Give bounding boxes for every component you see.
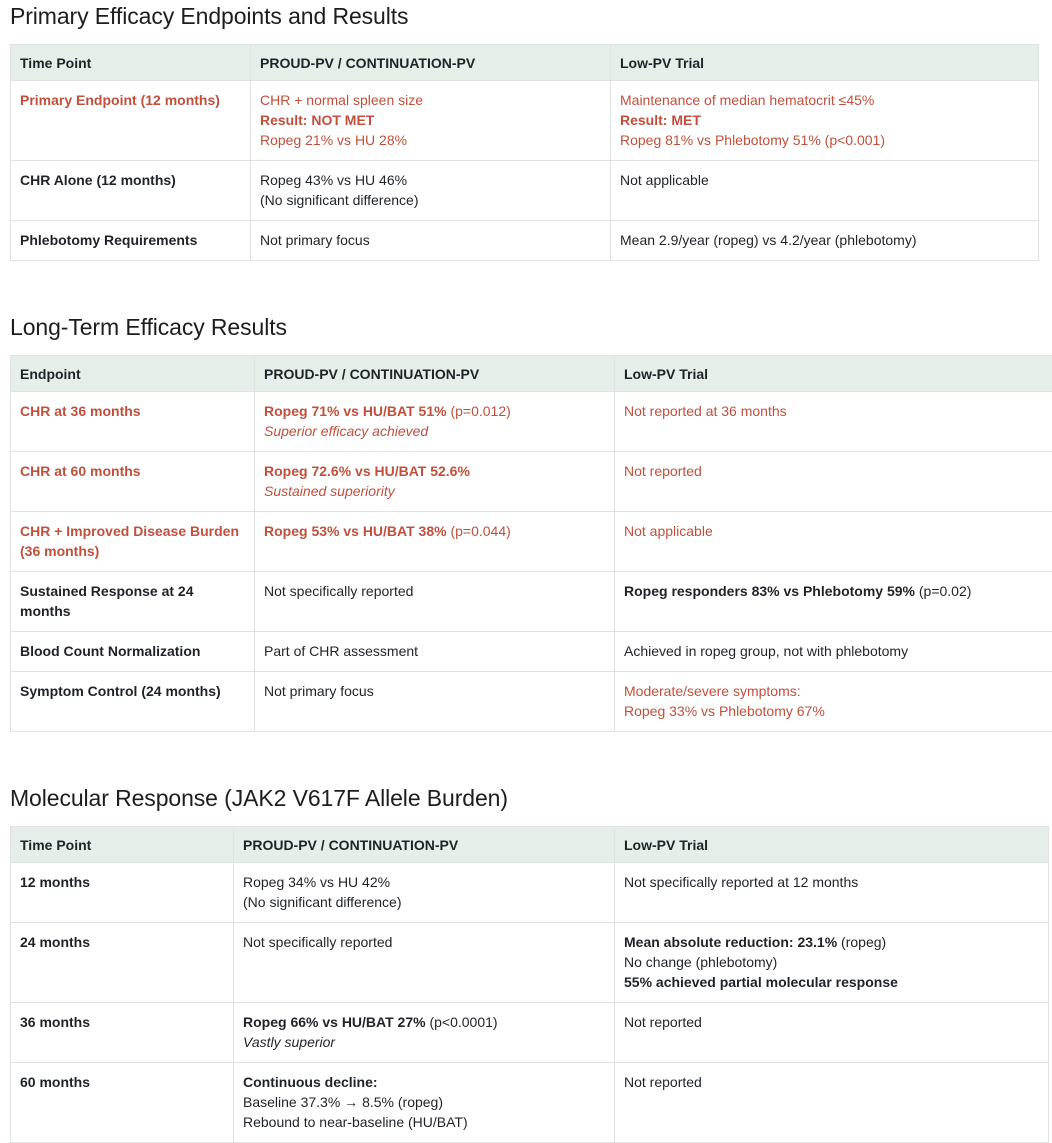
table-header-row <box>11 45 1039 81</box>
column-header-time-point: Time Point <box>11 827 234 863</box>
cell-text: Rebound to near-baseline (HU/BAT) <box>243 1112 605 1132</box>
table-cell: Mean 2.9/year (ropeg) vs 4.2/year (phlebotomy) <box>611 221 1039 261</box>
table-header-row <box>11 356 1052 392</box>
column-header-low-pv: Low-PV Trial <box>615 827 1049 863</box>
row-label: 24 months <box>11 923 234 1003</box>
row-label: Primary Endpoint (12 months) <box>11 81 251 161</box>
table-cell <box>234 863 615 923</box>
result-text: Result: NOT MET <box>260 110 601 130</box>
cell-text: Baseline 37.3% → 8.5% (ropeg) <box>243 1092 605 1112</box>
p-value: (p=0.044) <box>447 523 511 539</box>
cell-text <box>264 521 605 541</box>
result-values: Mean absolute reduction: 23.1% <box>624 934 837 950</box>
column-header-proud-pv: PROUD-PV / CONTINUATION-PV <box>234 827 615 863</box>
table-cell: Not applicable <box>615 512 1052 572</box>
row-label: 12 months <box>11 863 234 923</box>
result-text: Result: MET <box>620 110 1029 130</box>
table-row <box>11 923 1049 1003</box>
cell-note: Superior efficacy achieved <box>264 421 605 441</box>
section-title-long-term-efficacy: Long-Term Efficacy Results <box>10 313 1052 341</box>
molecular-response-table <box>10 826 1049 1143</box>
row-label: Blood Count Normalization <box>11 632 255 672</box>
table-cell: Not specifically reported <box>234 923 615 1003</box>
section-title-molecular-response: Molecular Response (JAK2 V617F Allele Burden) <box>10 784 1052 812</box>
table-cell <box>255 512 615 572</box>
row-label: Symptom Control (24 months) <box>11 672 255 732</box>
table-row <box>11 81 1039 161</box>
result-values: Ropeg 72.6% vs HU/BAT 52.6% <box>264 461 605 481</box>
column-header-time-point: Time Point <box>11 45 251 81</box>
cell-text <box>260 130 601 150</box>
table-cell: Not reported at 36 months <box>615 392 1052 452</box>
cell-text: No change (phlebotomy) <box>624 952 1039 972</box>
column-header-proud-pv: PROUD-PV / CONTINUATION-PV <box>251 45 611 81</box>
table-cell <box>615 572 1052 632</box>
table-cell <box>255 452 615 512</box>
table-cell <box>611 81 1039 161</box>
result-values: Ropeg 53% vs HU/BAT 38% <box>264 523 447 539</box>
table-row <box>11 1063 1049 1143</box>
table-cell <box>251 161 611 221</box>
p-value: (p=0.02) <box>915 583 971 599</box>
result-values: Ropeg 33% vs Phlebotomy 67% <box>624 701 1045 721</box>
document-page <box>0 2 1052 1143</box>
table-row <box>11 863 1049 923</box>
table-cell <box>255 392 615 452</box>
table-cell: Not specifically reported <box>255 572 615 632</box>
table-cell: Not primary focus <box>251 221 611 261</box>
column-header-endpoint: Endpoint <box>11 356 255 392</box>
row-label: 60 months <box>11 1063 234 1143</box>
cell-text <box>624 932 1039 952</box>
cell-text: Continuous decline: <box>243 1072 605 1092</box>
table-row <box>11 1003 1049 1063</box>
cell-text: (No significant difference) <box>260 190 601 210</box>
row-label: Sustained Response at 24 months <box>11 572 255 632</box>
table-cell: Not reported <box>615 1063 1049 1143</box>
cell-text <box>624 581 1045 601</box>
table-cell <box>615 672 1052 732</box>
cell-text: Maintenance of median hematocrit ≤45% <box>620 90 1029 110</box>
cell-text <box>264 401 605 421</box>
table-row <box>11 452 1052 512</box>
row-label: CHR at 60 months <box>11 452 255 512</box>
column-header-low-pv: Low-PV Trial <box>611 45 1039 81</box>
row-label: Phlebotomy Requirements <box>11 221 251 261</box>
row-label: CHR at 36 months <box>11 392 255 452</box>
table-cell <box>251 81 611 161</box>
p-value: (p=0.012) <box>447 403 511 419</box>
cell-note: Vastly superior <box>243 1032 605 1052</box>
table-row <box>11 392 1052 452</box>
cell-text <box>243 1012 605 1032</box>
row-label: CHR + Improved Disease Burden (36 months) <box>11 512 255 572</box>
table-cell: Not applicable <box>611 161 1039 221</box>
table-row <box>11 161 1039 221</box>
table-header-row <box>11 827 1049 863</box>
cell-text: CHR + normal spleen size <box>260 90 601 110</box>
primary-efficacy-table <box>10 44 1039 261</box>
p-value: (p<0.0001) <box>426 1014 498 1030</box>
table-cell: Not reported <box>615 1003 1049 1063</box>
cell-text: Ropeg 34% vs HU 42% <box>243 872 605 892</box>
result-values: Ropeg 81% vs Phlebotomy 51% (p<0.001) <box>620 130 1029 150</box>
result-values: Ropeg 71% vs HU/BAT 51% <box>264 403 447 419</box>
cell-text: Moderate/severe symptoms: <box>624 681 1045 701</box>
table-cell: Achieved in ropeg group, not with phlebotomy <box>615 632 1052 672</box>
row-label: 36 months <box>11 1003 234 1063</box>
long-term-efficacy-table <box>10 355 1052 732</box>
table-cell: Part of CHR assessment <box>255 632 615 672</box>
result-values: Ropeg 66% vs HU/BAT 27% <box>243 1014 426 1030</box>
cell-text: (No significant difference) <box>243 892 605 912</box>
section-title-primary-efficacy: Primary Efficacy Endpoints and Results <box>10 2 1052 30</box>
table-row <box>11 572 1052 632</box>
row-label: CHR Alone (12 months) <box>11 161 251 221</box>
table-row <box>11 632 1052 672</box>
cell-text: Ropeg 43% vs HU 46% <box>260 170 601 190</box>
table-row <box>11 512 1052 572</box>
table-cell: Not reported <box>615 452 1052 512</box>
column-header-proud-pv: PROUD-PV / CONTINUATION-PV <box>255 356 615 392</box>
table-row <box>11 221 1039 261</box>
result-values: Ropeg 21% vs HU 28% <box>260 132 407 148</box>
cell-note: Sustained superiority <box>264 481 605 501</box>
cell-text: (ropeg) <box>837 934 886 950</box>
table-cell <box>615 923 1049 1003</box>
column-header-low-pv: Low-PV Trial <box>615 356 1052 392</box>
table-cell <box>234 1063 615 1143</box>
table-cell: Not primary focus <box>255 672 615 732</box>
result-values: Ropeg responders 83% vs Phlebotomy 59% <box>624 583 915 599</box>
table-cell <box>234 1003 615 1063</box>
table-cell: Not specifically reported at 12 months <box>615 863 1049 923</box>
table-row <box>11 672 1052 732</box>
result-values: 55% achieved partial molecular response <box>624 972 1039 992</box>
